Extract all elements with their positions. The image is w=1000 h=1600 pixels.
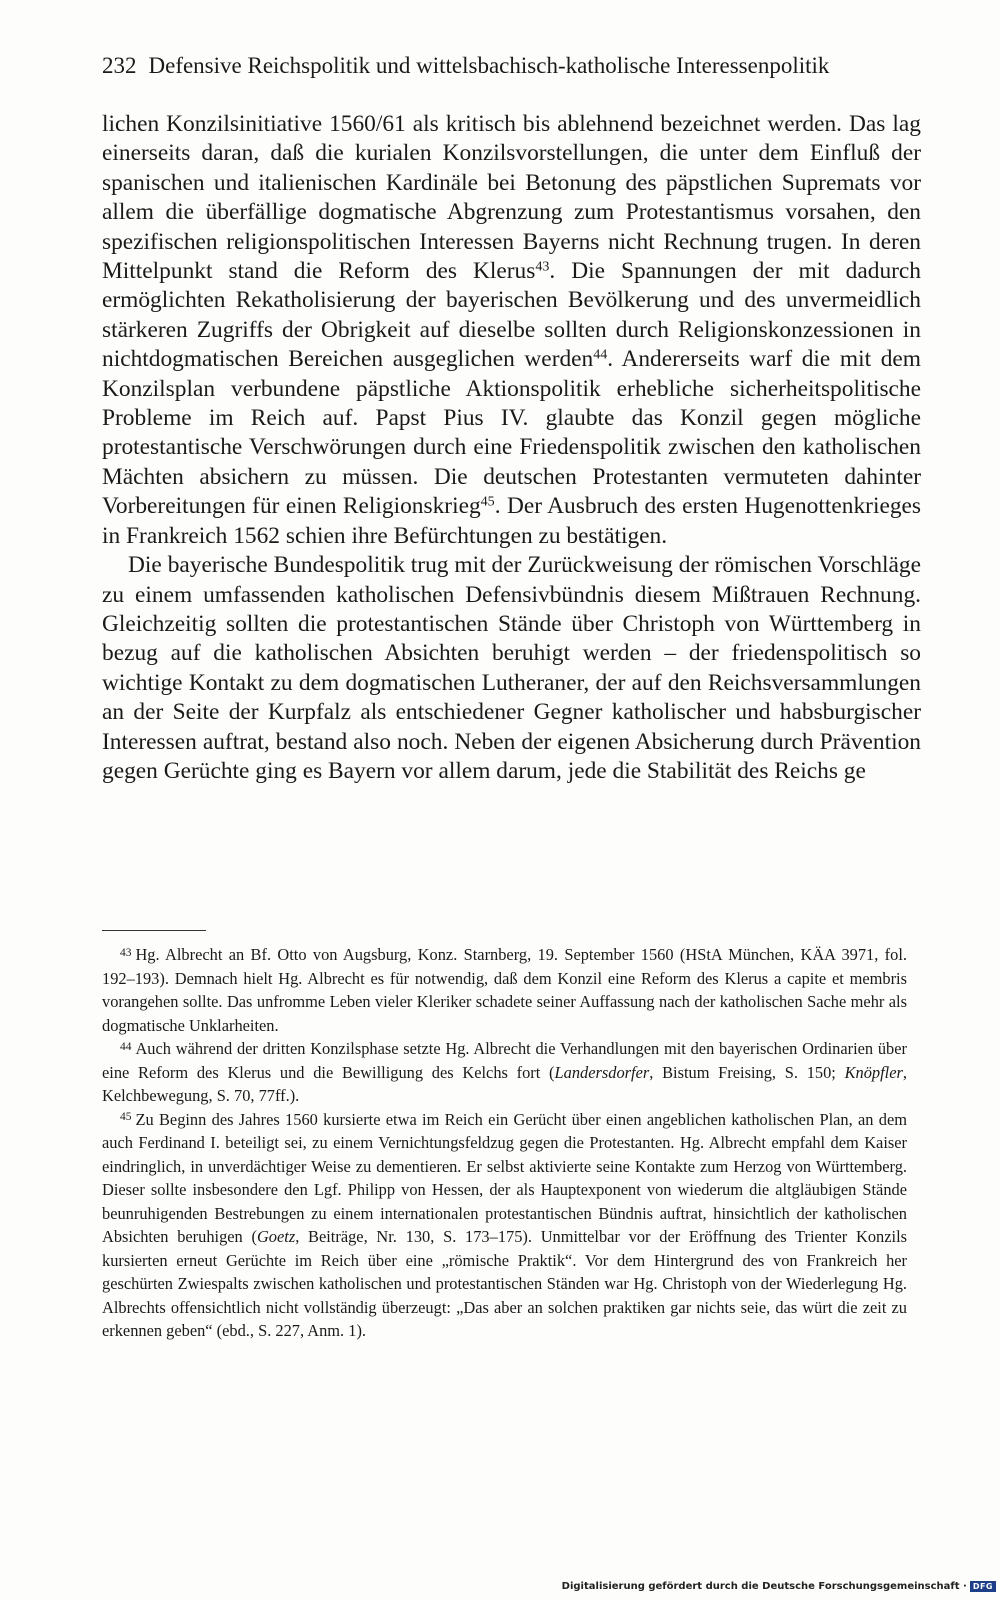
footnote-45-text-a: Zu Beginn des Jahres 1560 kursierte etwa im Reich ein Gerücht über einen angeblichen katholischen Plan, an dem auch Ferdinand I. beteiligt sei, zu einem Vernichtungsfeldzug gegen die Protestanten. Hg. Albrecht empfahl dem Kaiser eindringlich, in unverdächtiger Weise zu dementieren. Er selbst aktivierte seine Kontakte zum Herzog von Württemberg. Dieser sollte insbesondere den Lgf. Philipp von Hessen, der als Hauptexponent von wiederum die altgläubigen Stände beunruhigenden Bestrebungen zu einem internationalen protestantischen Bündnis auftrat, hinsichtlich der katholischen Absichten beruhigen ( — [102, 1109, 907, 1246]
digitization-credit — [562, 1581, 996, 1592]
footnotes — [102, 943, 907, 1343]
page-number: 232 — [102, 53, 137, 78]
paragraph-1 — [102, 110, 921, 551]
running-head — [102, 52, 902, 80]
footnote-divider — [102, 930, 206, 931]
footnote-44-author-1: Landersdorfer — [554, 1062, 650, 1082]
footnote-43-text: Hg. Albrecht an Bf. Otto von Augsburg, Konz. Starnberg, 19. September 1560 (HStA München, KÄA 3971, fol. 192–193). Demnach hielt Hg. Albrecht es für notwendig, daß dem Konzil eine Reform des Klerus a capite et membris vorangehen sollte. Das unfromme Leben vieler Kleriker schadete seiner Auffassung nach der katholischen Sache mehr als dogmatische Unklarheiten. — [102, 945, 907, 1035]
footnote-44-text-b: , Bistum Freising, S. 150; — [649, 1062, 845, 1082]
paragraph-2: Die bayerische Bundespolitik trug mit der Zurückweisung der römischen Vorschläge zu einem umfassenden katholischen Defensivbündnis diesem Mißtrauen Rechnung. Gleichzeitig sollten die protestantischen Stände über Christoph von Württemberg in bezug auf die katholischen Absichten beruhigt werden – der friedenspolitisch so wichtige Kontakt zu dem dogmatischen Lutheraner, der auf den Reichsversammlungen an der Seite der Kurpfalz als entschiedener Gegner katholischer und habsburgischer Interessen auftrat, bestand also noch. Neben der eigenen Absicherung durch Prävention gegen Gerüchte ging es Bayern vor allem darum, jede die Stabilität des Reichs ge — [102, 552, 921, 784]
footnote-ref-43[interactable]: 43 — [535, 258, 550, 275]
footnote-45-mark: 45 — [120, 1111, 132, 1124]
credit-text: Digitalisierung gefördert durch die Deutsche Forschungsgemeinschaft · — [561, 1581, 967, 1592]
paragraph-1-part-d: . Der Ausbruch des ersten Hugenottenkrieges in Frankreich 1562 schien ihre Befürchtungen zu bestätigen. — [102, 493, 921, 549]
footnote-43-mark: 43 — [120, 946, 132, 959]
footnote-ref-45[interactable]: 45 — [480, 493, 495, 510]
footnote-43 — [102, 943, 907, 1037]
footnote-ref-44[interactable]: 44 — [593, 346, 608, 363]
paragraph-1-part-c: . Andererseits warf die mit dem Konzilsplan verbundene päpstliche Aktionspolitik erhebliche sicherheitspolitische Probleme im Reich auf. Papst Pius IV. glaubte das Konzil gegen mögliche protestantische Verschwörungen durch eine Friedenspolitik zwischen den katholischen Mächten absichern zu müssen. Die deutschen Protestanten vermuteten dahinter Vorbereitungen für einen Religionskrieg — [102, 346, 921, 520]
footnote-45-text-b: , Beiträge, Nr. 130, S. 173–175). Unmittelbar vor der Eröffnung des Trienter Konzils kursierten erneut Gerüchte im Reich über eine „römische Praktik“. Vor dem Hintergrund des von Frankreich her geschürten Zwiespalts zwischen katholischen und protestantischen Ständen war Hg. Christoph von der Wiederlegung Hg. Albrechts offensichtlich nicht vollständig überzeugt: „Das aber an solchen praktiken gar nichts seie, das würt die zeit zu erkennen geben“ (ebd., S. 227, Anm. 1). — [102, 1227, 907, 1340]
footnote-45-author: Goetz — [256, 1227, 296, 1246]
paragraph-1-part-a: lichen Konzilsinitiative 1560/61 als kritisch bis ablehnend bezeichnet werden. Das lag einerseits daran, daß die kurialen Konzilsvorstellungen, die unter dem Einfluß der spanischen und italienischen Kardinäle bei Betonung des päpstlichen Supremats vor allem die überfällige dogmatische Abgrenzung zum Protestantismus vorsahen, den spezifischen religionspolitischen Interessen Bayerns nicht Rechnung trugen. In deren Mittelpunkt stand die Reform des Klerus — [102, 111, 921, 285]
footnote-45 — [102, 1108, 907, 1343]
footnote-44-text-c: , Kelchbewegung, S. 70, 77ff.). — [102, 1062, 907, 1105]
main-text — [102, 110, 921, 786]
running-title: Defensive Reichspolitik und wittelsbachisch-katholische Interessenpolitik — [148, 53, 830, 78]
paragraph-1-part-b: . Die Spannungen der mit dadurch ermöglichten Rekatholisierung der bayerischen Bevölkerung und des unvermeidlich stärkeren Zugriffs der Obrigkeit auf dieselbe sollten durch Religionskonzessionen in nichtdogmatischen Bereichen ausgeglichen werden — [102, 258, 921, 373]
footnote-44-text-a: Auch während der dritten Konzilsphase setzte Hg. Albrecht die Verhandlungen mit den bayerischen Ordinarien über eine Reform des Klerus und die Bewilligung des Kelchs fort ( — [102, 1039, 907, 1082]
footnote-44-author-2: Knöpfler — [844, 1062, 903, 1082]
dfg-logo: DFG — [970, 1581, 996, 1592]
footnote-44-mark: 44 — [120, 1040, 132, 1053]
footnote-44 — [102, 1037, 907, 1108]
